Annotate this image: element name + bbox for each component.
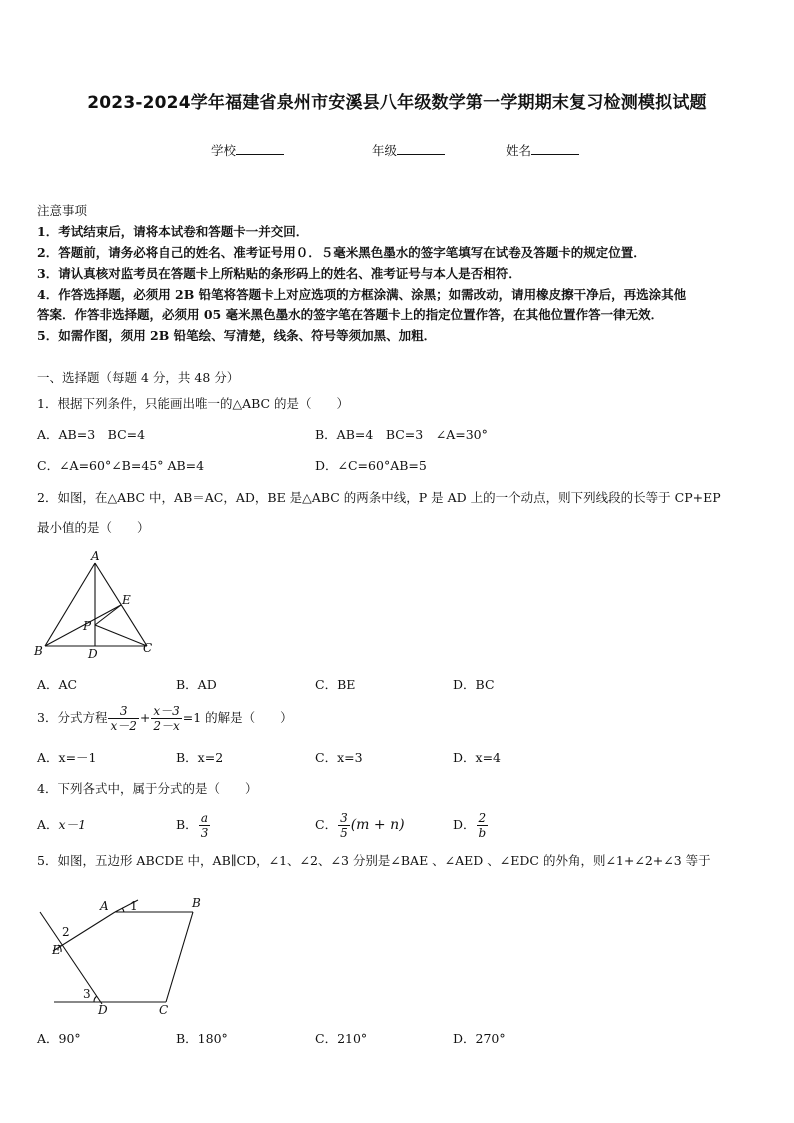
grade-label: 年级	[372, 143, 398, 158]
q3-fraction-2	[151, 704, 181, 733]
q3-option-d: D．x=4	[453, 750, 501, 765]
notice-item: 3．请认真核对监考员在答题卡上所粘贴的条形码上的姓名、准考证号与本人是否相符．	[37, 266, 521, 281]
label-a: A	[91, 549, 100, 563]
q3-fraction-1	[108, 704, 138, 733]
q1-option-b: B．AB=4 BC=3 ∠A=30°	[315, 427, 488, 442]
angle-2-label: 2	[62, 925, 70, 939]
q3-option-c: C．x=3	[315, 750, 363, 765]
name-blank	[531, 142, 579, 155]
q3-suffix: =1 的解是（ ）	[182, 710, 293, 725]
notice-item: 答案．作答非选择题，必须用 05 毫米黑色墨水的签字笔在答题卡上的指定位置作答，在其他位置作答一律无效．	[37, 307, 664, 322]
q5-option-c: C．210°	[315, 1031, 368, 1046]
pentagon-figure	[30, 890, 220, 1020]
q4-option-a-label: A．	[37, 817, 59, 832]
label-e: E	[122, 593, 131, 607]
q2-option-b: B．AD	[176, 677, 217, 692]
question-5-stem: 5．如图，五边形 ABCDE 中，AB∥CD，∠1、∠2、∠3 分别是∠BAE 、∠AED 、∠EDC 的外角，则∠1+∠2+∠3 等于	[37, 853, 711, 868]
notice-item: 1．考试结束后，请将本试卷和答题卡一并交回．	[37, 224, 309, 239]
label-b: B	[34, 644, 43, 658]
q4-option-c-fraction	[338, 811, 350, 840]
question-2-stem: 2．如图，在△ABC 中，AB＝AC，AD，BE 是△ABC 的两条中线，P 是 AD 上的一个动点，则下列线段的长等于 CP+EP	[37, 490, 721, 505]
q2-option-d: D．BC	[453, 677, 495, 692]
q4-c-numerator: 3	[340, 810, 348, 825]
q4-d-denominator: b	[478, 825, 487, 840]
q3-f2-numerator: x－3	[153, 703, 180, 718]
angle-1-label: 1	[130, 899, 138, 913]
q5-option-d: D．270°	[453, 1031, 506, 1046]
label-b: B	[192, 896, 201, 910]
q5-option-b: B．180°	[176, 1031, 228, 1046]
q1-option-a: A．AB=3 BC=4	[37, 427, 146, 442]
q1-option-d: D．∠C=60°AB=5	[315, 458, 427, 473]
q3-f1-denominator: x－2	[110, 718, 137, 733]
q3-f1-numerator: 3	[108, 704, 138, 719]
q4-b-denominator: 3	[200, 825, 209, 840]
notice-item: 5．如需作图，须用 2B 铅笔绘、写清楚，线条、符号等须加黑、加粗．	[37, 328, 437, 343]
q4-option-d	[453, 808, 489, 842]
q1-option-c: C．∠A=60°∠B=45° AB=4	[37, 458, 205, 473]
q3-option-b: B．x=2	[176, 750, 224, 765]
grade-blank	[397, 142, 445, 155]
q4-option-b-fraction	[199, 811, 211, 840]
q4-option-a-expr: x－1	[58, 817, 87, 832]
q2-option-c: C．BE	[315, 677, 356, 692]
question-1-stem: 1．根据下列条件，只能画出唯一的△ABC 的是（ ）	[37, 396, 350, 411]
label-e: E	[52, 943, 61, 957]
name-label: 姓名	[506, 143, 532, 158]
notice-heading: 注意事项	[37, 203, 88, 218]
q4-d-numerator: 2	[477, 811, 489, 826]
angle-3-label: 3	[83, 987, 91, 1001]
question-4-stem: 4．下列各式中，属于分式的是（ ）	[37, 781, 258, 796]
school-blank	[236, 142, 284, 155]
name-field	[506, 141, 579, 159]
q4-option-c-label: C．	[315, 817, 338, 832]
label-p: P	[83, 619, 92, 633]
q3-f2-denominator: 2－x	[153, 718, 180, 733]
grade-field	[372, 141, 445, 159]
label-d: D	[98, 1003, 108, 1017]
q4-option-a	[37, 808, 86, 842]
section-heading: 一、选择题（每题 4 分，共 48 分）	[37, 370, 240, 385]
label-c: C	[159, 1003, 169, 1017]
label-d: D	[88, 647, 98, 661]
q3-prefix: 3．分式方程	[37, 710, 108, 725]
question-2-stem-cont: 最小值的是（ ）	[37, 520, 150, 535]
q4-option-c	[315, 808, 405, 842]
q4-c-denominator: 5	[340, 825, 348, 840]
q4-b-numerator: a	[199, 811, 211, 826]
q4-option-d-fraction	[477, 811, 489, 840]
q4-option-c-tail: (m + n)	[350, 817, 405, 833]
q3-option-a: A．x=－1	[37, 750, 97, 765]
q4-option-b	[176, 808, 211, 842]
question-3-stem	[37, 700, 293, 736]
notice-item: 4．作答选择题，必须用 2B 铅笔将答题卡上对应选项的方框涂满、涂黑；如需改动，请用橡皮擦干净后，再选涂其他	[37, 287, 687, 302]
triangle-figure	[30, 545, 170, 665]
school-field	[211, 141, 284, 159]
label-a: A	[100, 899, 109, 913]
notice-item: 2．答题前，请务必将自己的姓名、准考证号用０．５毫米黑色墨水的签字笔填写在试卷及答题卡的规定位置．	[37, 245, 646, 260]
q2-option-a: A．AC	[37, 677, 78, 692]
q4-option-b-label: B．	[176, 817, 198, 832]
label-c: C	[143, 641, 153, 655]
q4-option-d-label: D．	[453, 817, 476, 832]
q3-plus: +	[139, 710, 151, 725]
page-title: 2023-2024学年福建省泉州市安溪县八年级数学第一学期期末复习检测模拟试题	[87, 93, 707, 113]
school-label: 学校	[211, 143, 237, 158]
q5-option-a: A．90°	[37, 1031, 81, 1046]
